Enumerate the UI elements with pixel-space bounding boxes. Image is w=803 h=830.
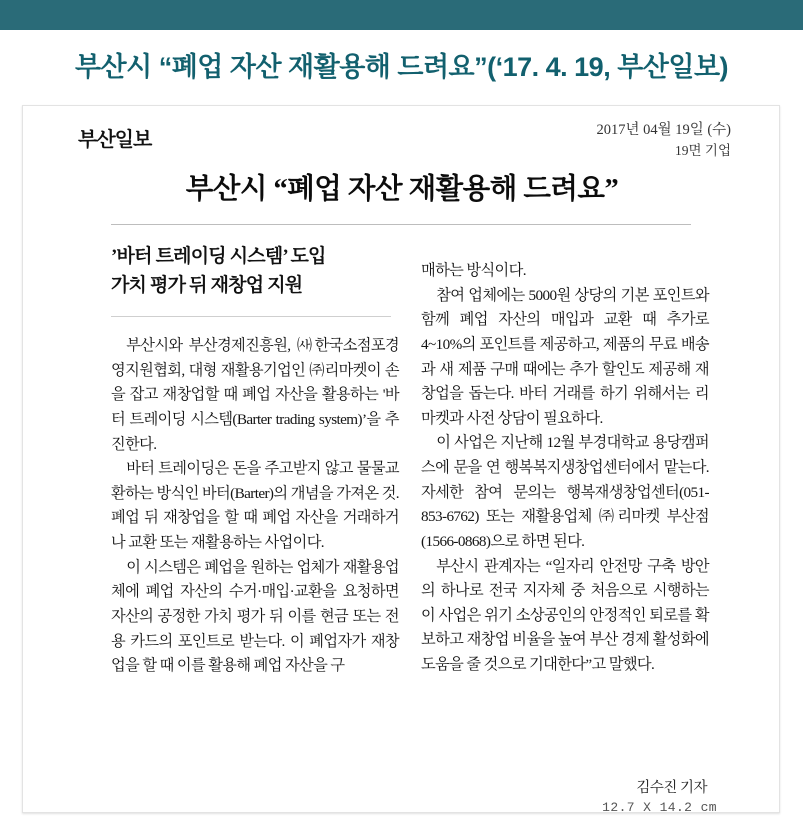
newspaper-masthead: 부산일보 [78, 129, 152, 151]
article-column-left [111, 334, 399, 679]
article-paragraph: 부산시와 부산경제진흥원, ㈔한국소점포경영지원협회, 대형 재활용기업인 ㈜리마켓이 손을 잡고 재창업할 때 폐업 자산을 활용하는 '바터 트레이딩 시스템(Barter trading system)’을 추진한다. [111, 337, 399, 453]
slide-headline: 부산시 “폐업 자산 재활용해 드려요”(‘17. 4. 19, 부산일보) [74, 51, 729, 82]
newspaper-clipping [22, 105, 780, 813]
article-byline: 김수진 기자 [636, 780, 707, 796]
article-column-right [421, 259, 709, 678]
newspaper-date-block [596, 120, 731, 161]
article-title: 부산시 “폐업 자산 재활용해 드려요” [185, 174, 619, 205]
article-paragraph: 이 사업은 지난해 12월 부경대학교 용당캠퍼스에 문을 연 행복복지생창업센터에서 맡는다. 자세한 참여 문의는 행복재생창업센터(051-853-6762) 또는 재활용업체 ㈜리마켓 부산점(1566-0868)으로 하면 된다. [421, 434, 709, 550]
article-subhead-line2: 가치 평가 뒤 재창업 지원 [111, 275, 303, 297]
newspaper-date: 2017년 04월 19일 (수) [596, 122, 731, 138]
article-subhead-line1: ’바터 트레이딩 시스템’ 도입 [111, 246, 326, 267]
article-paragraph: 바터 트레이딩은 돈을 주고받지 않고 물물교환하는 방식인 바터(Barter)의 개념을 가져온 것. 폐업 뒤 재창업을 할 때 폐업 자산을 거래하거나 교환 또는 재활용하는 사업이다. [111, 460, 399, 551]
article-paragraph: 참여 업체에는 5000원 상당의 기본 포인트와 함께 폐업 자산의 매입과 교환 때 추가로 4~10%의 포인트를 제공하고, 제품의 무료 배송과 새 제품 구매 때에는 추가 할인도 제공해 재창업을 돕는다. 바터 거래를 하기 위해서는 리마켓과 사전 상담이 필요하다. [421, 286, 709, 427]
divider-top [111, 224, 691, 225]
article-paragraph: 부산시 관계자는 “일자리 안전망 구축 방안의 하나로 전국 지자체 중 처음으로 시행하는 이 사업은 위기 소상공인의 안정적인 퇴로를 확보하고 재창업 비율을 높여 부산 경제 활성화에 도움을 줄 것으로 기대한다”고 말했다. [421, 557, 709, 673]
top-accent-bar [0, 0, 803, 30]
article-paragraph: 이 시스템은 폐업을 원하는 업체가 재활용업체에 폐업 자산의 수거·매입·교환을 요청하면 자산의 공정한 가치 평가 뒤 이를 현금 또는 전용 카드의 포인트로 받는다. 이 폐업자가 재창업을 할 때 이를 활용해 폐업 자산을 구 [111, 558, 399, 675]
article-subhead [111, 242, 411, 301]
divider-subhead [111, 316, 391, 317]
clipping-dimensions: 12.7 X 14.2 cm [602, 800, 717, 813]
article-paragraph: 매하는 방식이다. [421, 262, 526, 279]
newspaper-edition: 19면 기업 [675, 143, 731, 159]
